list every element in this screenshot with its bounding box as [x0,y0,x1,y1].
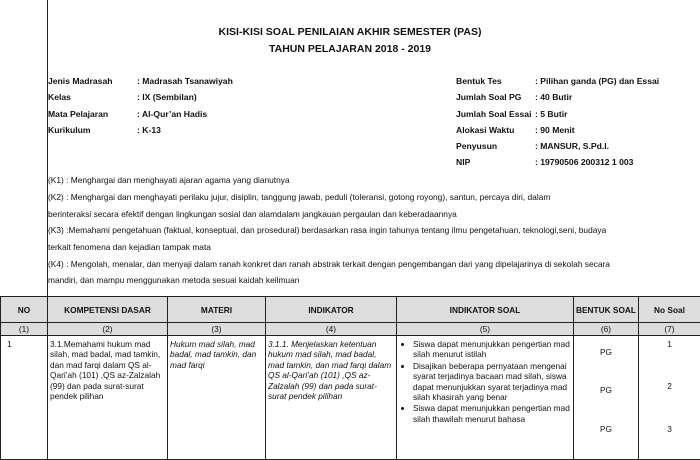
row-kompetensi-dasar: 3.1.Memahami hukum mad silah, mad badal, mad tamkin, dan mad farqi dalam QS al-Qari’ah (101) ,QS az-Zalzalah (99) dan pada surat-surat pendek pilihan [48,336,168,460]
row-indikator: 3.1.1. Menjelaskan ketentuan hukum mad silah, mad badal, mad tamkin, dan mad farqi dalam QS al-Qari’ah (101) ,QS az-Zalzalah (99) dan pada surat-surat pendek pilihan [266,336,397,460]
header-indikator: INDIKATOR [266,297,397,323]
no-soal-item: 1 [641,339,698,349]
row-bentuk-soal [574,336,639,460]
competency-k3: (K3) :Memahami pengetahuan (faktual, konseptual, dan prosedural) berdasarkan rasa ingin tahunya tentang ilmu pengetahuan, teknologi,seni, budaya [48,225,606,235]
indikator-soal-item: • Siswa dapat menunjukkan pengertian mad silah thawilah menurut bahasa [413,403,571,424]
info-value-kurikulum: : K-13 [137,125,161,135]
table-number-row [1,323,700,336]
header-bentuk-soal: BENTUK SOAL [574,297,639,323]
competency-k2-continued: berinteraksi secara efektif dengan lingkungan sosial dan alamdalam jangkauan pergaulan dan keberadaannya [48,209,457,219]
info-value-jumlah-pg: : 40 Butir [535,92,572,102]
bentuk-soal-item: PG [576,385,636,395]
col-number-7: (7) [639,323,700,336]
col-number-2: (2) [48,323,168,336]
info-label-nip: NIP [456,157,470,167]
col-number-1: (1) [1,323,48,336]
col-number-6: (6) [574,323,639,336]
competency-k2: (K2) : Menghargai dan menghayati perilaku jujur, disiplin, tanggung jawab, peduli (toleransi, gotong royong), santun, percaya diri, dalam [48,192,550,202]
indikator-soal-item: • Disajikan beberapa pernyataan mengenai syarat terjadinya bacaan mad silah, siswa dapat menunjukkan syarat terjadinya mad silah khasirah yang benar [413,361,571,403]
col-number-5: (5) [397,323,574,336]
info-value-alokasi-waktu: : 90 Menit [535,125,575,135]
competency-k3-continued: terkait fenomena dan kejadian tampak mata [48,242,211,252]
bentuk-soal-item: PG [576,347,636,357]
info-value-jumlah-essai: : 5 Butir [535,109,567,119]
no-soal-item: 3 [641,424,698,434]
table-row [1,336,700,460]
info-label-mata-pelajaran: Mata Pelajaran [48,109,108,119]
info-label-penyusun: Penyusun [456,141,497,151]
header-no: NO [1,297,48,323]
competency-k4-continued: mandiri, dan mampu menggunakan metoda sesuai kaidah keilmuan [48,275,299,285]
document-title: KISI-KISI SOAL PENILAIAN AKHIR SEMESTER (PAS) [0,26,700,38]
no-soal-item: 2 [641,381,698,391]
kisi-kisi-table [0,296,700,460]
header-materi: MATERI [168,297,266,323]
table-header-row [1,297,700,323]
info-label-jenis-madrasah: Jenis Madrasah [48,76,112,86]
info-label-bentuk-tes: Bentuk Tes [456,76,502,86]
row-no-soal [639,336,700,460]
info-value-bentuk-tes: : Pilihan ganda (PG) dan Essai [535,76,659,86]
col-number-4: (4) [266,323,397,336]
info-label-jumlah-pg: Jumlah Soal PG [456,92,521,102]
info-value-kelas: : IX (Sembilan) [137,92,197,102]
info-value-penyusun: : MANSUR, S.Pd.I. [535,141,609,151]
header-no-soal: No Soal [639,297,700,323]
info-label-kelas: Kelas [48,92,71,102]
info-value-jenis-madrasah: : Madrasah Tsanawiyah [137,76,233,86]
indikator-soal-item: • Siswa dapat menunjukkan pengertian mad silah menurut istilah [413,339,571,360]
info-label-jumlah-essai: Jumlah Soal Essai [456,109,531,119]
row-indikator-soal [397,336,574,460]
row-materi: Hukum mad silah, mad badal, mad tamkin, dan mad farqi [168,336,266,460]
info-value-nip: : 19790506 200312 1 003 [535,157,633,167]
header-indikator-soal: INDIKATOR SOAL [397,297,574,323]
document-subtitle: TAHUN PELAJARAN 2018 - 2019 [0,43,700,55]
row-no: 1 [1,336,48,460]
info-label-kurikulum: Kurikulum [48,125,91,135]
competency-k1: (K1) : Menghargai dan menghayati ajaran agama yang dianutnya [48,175,290,185]
info-value-mata-pelajaran: : Al-Qur’an Hadis [137,109,207,119]
competency-k4: (K4) : Mengolah, menalar, dan menyaji dalam ranah konkret dan ranah abstrak terkait dengan pengembangan dari yang dipelajarinya di sekolah secara [48,259,610,269]
bentuk-soal-item: PG [576,424,636,434]
col-number-3: (3) [168,323,266,336]
header-kompetensi-dasar: KOMPETENSI DASAR [48,297,168,323]
info-label-alokasi-waktu: Alokasi Waktu [456,125,514,135]
